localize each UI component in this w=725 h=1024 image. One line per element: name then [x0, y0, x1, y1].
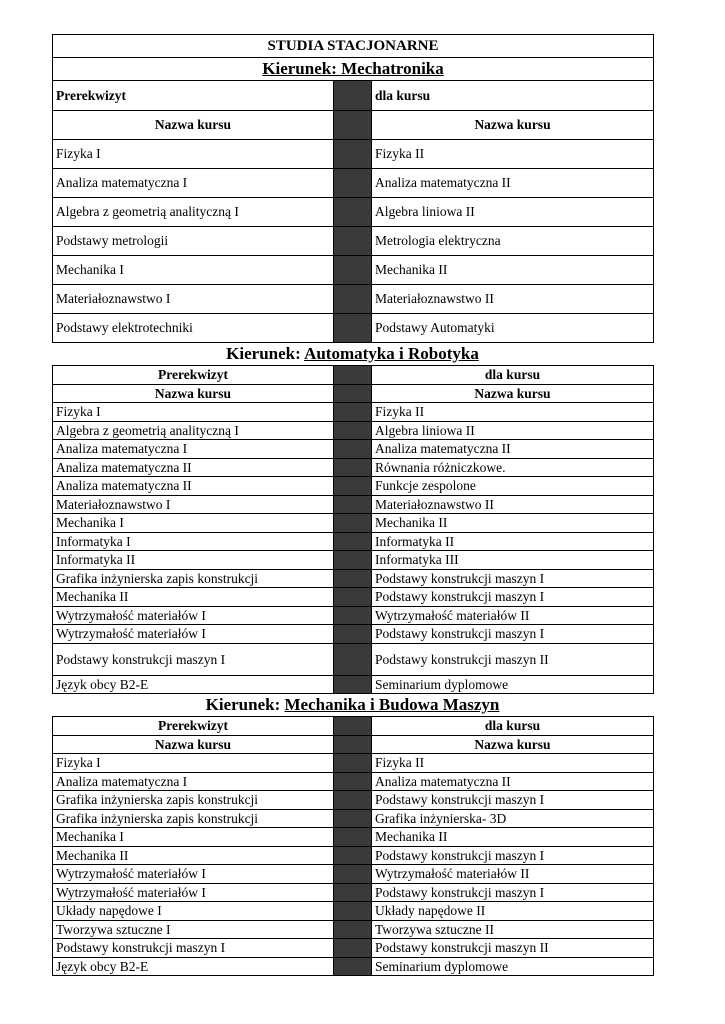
- automatyka-table: [52, 365, 654, 694]
- separator-cell: [334, 865, 372, 884]
- target-course: Podstawy konstrukcji maszyn I: [372, 569, 654, 588]
- table-row: [53, 957, 654, 976]
- prerequisite-course: Analiza matematyczna II: [53, 477, 334, 496]
- separator-cell: [334, 772, 372, 791]
- target-course: Analiza matematyczna II: [372, 169, 654, 198]
- separator-cell: [334, 625, 372, 644]
- for-course-label: dla kursu: [372, 81, 654, 111]
- prerequisite-course: Informatyka I: [53, 532, 334, 551]
- target-course: Równania różniczkowe.: [372, 458, 654, 477]
- target-course: Wytrzymałość materiałów II: [372, 606, 654, 625]
- target-course: Seminarium dyplomowe: [372, 675, 654, 694]
- separator-cell: [334, 569, 372, 588]
- target-course: Algebra liniowa II: [372, 421, 654, 440]
- prerequisite-course: Wytrzymałość materiałów I: [53, 865, 334, 884]
- prerequisite-course: Podstawy metrologii: [53, 227, 334, 256]
- prerequisite-course: Fizyka I: [53, 754, 334, 773]
- target-course: Mechanika II: [372, 256, 654, 285]
- table-row: [53, 920, 654, 939]
- prerequisite-course: Wytrzymałość materiałów I: [53, 606, 334, 625]
- target-course: Podstawy Automatyki: [372, 314, 654, 343]
- table-row: [53, 883, 654, 902]
- table-row: [53, 256, 654, 285]
- separator-cell: [334, 939, 372, 958]
- prerequisite-course: Mechanika I: [53, 514, 334, 533]
- mechatronika-table: [52, 34, 654, 343]
- prerequisite-course: Materiałoznawstwo I: [53, 495, 334, 514]
- target-course: Wytrzymałość materiałów II: [372, 865, 654, 884]
- table-row: [53, 846, 654, 865]
- table-row: [53, 588, 654, 607]
- separator-cell: [334, 227, 372, 256]
- separator-cell: [334, 846, 372, 865]
- table-row: [53, 569, 654, 588]
- table-row: [53, 828, 654, 847]
- target-course: Funkcje zespolone: [372, 477, 654, 496]
- target-course: Metrologia elektryczna: [372, 227, 654, 256]
- prerequisite-course: Grafika inżynierska zapis konstrukcji: [53, 569, 334, 588]
- section-title-mechatronika: [53, 58, 654, 81]
- prerequisite-course: Podstawy konstrukcji maszyn I: [53, 939, 334, 958]
- separator-cell: [334, 735, 372, 754]
- table-row: [53, 772, 654, 791]
- target-course: Podstawy konstrukcji maszyn I: [372, 791, 654, 810]
- target-course: Fizyka II: [372, 754, 654, 773]
- separator-cell: [334, 957, 372, 976]
- table-row: [53, 458, 654, 477]
- prerequisite-course: Język obcy B2-E: [53, 957, 334, 976]
- table-row: [53, 675, 654, 694]
- column-header-left: Nazwa kursu: [53, 384, 334, 403]
- table-row: [53, 477, 654, 496]
- table-row: [53, 198, 654, 227]
- prerequisite-label: Prerekwizyt: [53, 366, 334, 385]
- target-course: Analiza matematyczna II: [372, 440, 654, 459]
- prerequisite-course: Tworzywa sztuczne I: [53, 920, 334, 939]
- prerequisite-course: Materiałoznawstwo I: [53, 285, 334, 314]
- separator-cell: [334, 403, 372, 422]
- separator-cell: [334, 285, 372, 314]
- separator-cell: [334, 366, 372, 385]
- target-course: Fizyka II: [372, 403, 654, 422]
- table-row: [53, 791, 654, 810]
- prerequisite-course: Algebra z geometrią analityczną I: [53, 198, 334, 227]
- prerequisite-course: Podstawy elektrotechniki: [53, 314, 334, 343]
- prerequisite-course: Układy napędowe I: [53, 902, 334, 921]
- target-course: Informatyka II: [372, 532, 654, 551]
- page-title: STUDIA STACJONARNE: [53, 35, 654, 58]
- separator-cell: [334, 754, 372, 773]
- separator-cell: [334, 314, 372, 343]
- prerequisite-course: Fizyka I: [53, 403, 334, 422]
- separator-cell: [334, 588, 372, 607]
- table-row: [53, 606, 654, 625]
- table-row: [53, 643, 654, 675]
- prerequisite-course: Wytrzymałość materiałów I: [53, 883, 334, 902]
- table-row: [53, 939, 654, 958]
- separator-cell: [334, 920, 372, 939]
- target-course: Podstawy konstrukcji maszyn I: [372, 588, 654, 607]
- prerequisite-label: Prerekwizyt: [53, 717, 334, 736]
- prerequisite-course: Analiza matematyczna I: [53, 772, 334, 791]
- separator-cell: [334, 828, 372, 847]
- table-row: [53, 532, 654, 551]
- prerequisite-course: Grafika inżynierska zapis konstrukcji: [53, 809, 334, 828]
- separator-cell: [334, 514, 372, 533]
- kierunek-name: Mechatronika: [341, 59, 444, 78]
- separator-cell: [334, 791, 372, 810]
- prerequisite-course: Mechanika I: [53, 256, 334, 285]
- target-course: Informatyka III: [372, 551, 654, 570]
- separator-cell: [334, 169, 372, 198]
- prerequisite-course: Analiza matematyczna II: [53, 458, 334, 477]
- separator-cell: [334, 675, 372, 694]
- table-row: [53, 754, 654, 773]
- prerequisite-course: Analiza matematyczna I: [53, 440, 334, 459]
- table-row: [53, 514, 654, 533]
- separator-cell: [334, 81, 372, 111]
- target-course: Podstawy konstrukcji maszyn I: [372, 883, 654, 902]
- target-course: Podstawy konstrukcji maszyn II: [372, 643, 654, 675]
- prerequisite-course: Wytrzymałość materiałów I: [53, 625, 334, 644]
- prerequisite-course: Język obcy B2-E: [53, 675, 334, 694]
- table-row: [53, 314, 654, 343]
- separator-cell: [334, 809, 372, 828]
- section-title-automatyka: [52, 343, 653, 365]
- separator-cell: [334, 458, 372, 477]
- target-course: Układy napędowe II: [372, 902, 654, 921]
- prerequisite-course: Informatyka II: [53, 551, 334, 570]
- separator-cell: [334, 717, 372, 736]
- table-row: [53, 625, 654, 644]
- target-course: Fizyka II: [372, 140, 654, 169]
- target-course: Tworzywa sztuczne II: [372, 920, 654, 939]
- table-row: [53, 169, 654, 198]
- target-course: Materiałoznawstwo II: [372, 285, 654, 314]
- column-header-right: Nazwa kursu: [372, 111, 654, 140]
- separator-cell: [334, 902, 372, 921]
- table-row: [53, 440, 654, 459]
- table-row: [53, 403, 654, 422]
- section-title-mechanika: [52, 694, 653, 716]
- target-course: Algebra liniowa II: [372, 198, 654, 227]
- separator-cell: [334, 551, 372, 570]
- target-course: Podstawy konstrukcji maszyn II: [372, 939, 654, 958]
- separator-cell: [334, 495, 372, 514]
- separator-cell: [334, 883, 372, 902]
- prerequisite-course: Mechanika II: [53, 588, 334, 607]
- separator-cell: [334, 421, 372, 440]
- separator-cell: [334, 477, 372, 496]
- separator-cell: [334, 198, 372, 227]
- target-course: Podstawy konstrukcji maszyn I: [372, 846, 654, 865]
- separator-cell: [334, 440, 372, 459]
- table-row: [53, 227, 654, 256]
- for-course-label: dla kursu: [372, 366, 654, 385]
- prerequisite-course: Fizyka I: [53, 140, 334, 169]
- kierunek-prefix: Kierunek:: [262, 59, 342, 78]
- separator-cell: [334, 643, 372, 675]
- mechanika-table: [52, 716, 654, 976]
- table-row: [53, 421, 654, 440]
- column-header-right: Nazwa kursu: [372, 384, 654, 403]
- table-row: [53, 865, 654, 884]
- table-row: [53, 902, 654, 921]
- separator-cell: [334, 532, 372, 551]
- prerequisite-course: Analiza matematyczna I: [53, 169, 334, 198]
- kierunek-name: Automatyka i Robotyka: [304, 344, 479, 363]
- table-row: [53, 495, 654, 514]
- target-course: Grafika inżynierska- 3D: [372, 809, 654, 828]
- table-row: [53, 809, 654, 828]
- kierunek-prefix: Kierunek:: [205, 695, 285, 714]
- target-course: Analiza matematyczna II: [372, 772, 654, 791]
- prerequisite-course: Mechanika II: [53, 846, 334, 865]
- document-page: [52, 34, 653, 976]
- prerequisite-course: Grafika inżynierska zapis konstrukcji: [53, 791, 334, 810]
- target-course: Materiałoznawstwo II: [372, 495, 654, 514]
- separator-cell: [334, 384, 372, 403]
- separator-cell: [334, 140, 372, 169]
- separator-cell: [334, 606, 372, 625]
- target-course: Podstawy konstrukcji maszyn I: [372, 625, 654, 644]
- target-course: Seminarium dyplomowe: [372, 957, 654, 976]
- for-course-label: dla kursu: [372, 717, 654, 736]
- column-header-left: Nazwa kursu: [53, 735, 334, 754]
- table-row: [53, 140, 654, 169]
- target-course: Mechanika II: [372, 828, 654, 847]
- prerequisite-course: Mechanika I: [53, 828, 334, 847]
- column-header-right: Nazwa kursu: [372, 735, 654, 754]
- table-row: [53, 551, 654, 570]
- separator-cell: [334, 111, 372, 140]
- prerequisite-course: Algebra z geometrią analityczną I: [53, 421, 334, 440]
- prerequisite-label: Prerekwizyt: [53, 81, 334, 111]
- kierunek-name: Mechanika i Budowa Maszyn: [284, 695, 500, 714]
- target-course: Mechanika II: [372, 514, 654, 533]
- prerequisite-course: Podstawy konstrukcji maszyn I: [53, 643, 334, 675]
- column-header-left: Nazwa kursu: [53, 111, 334, 140]
- table-row: [53, 285, 654, 314]
- kierunek-prefix: Kierunek:: [226, 344, 305, 363]
- separator-cell: [334, 256, 372, 285]
